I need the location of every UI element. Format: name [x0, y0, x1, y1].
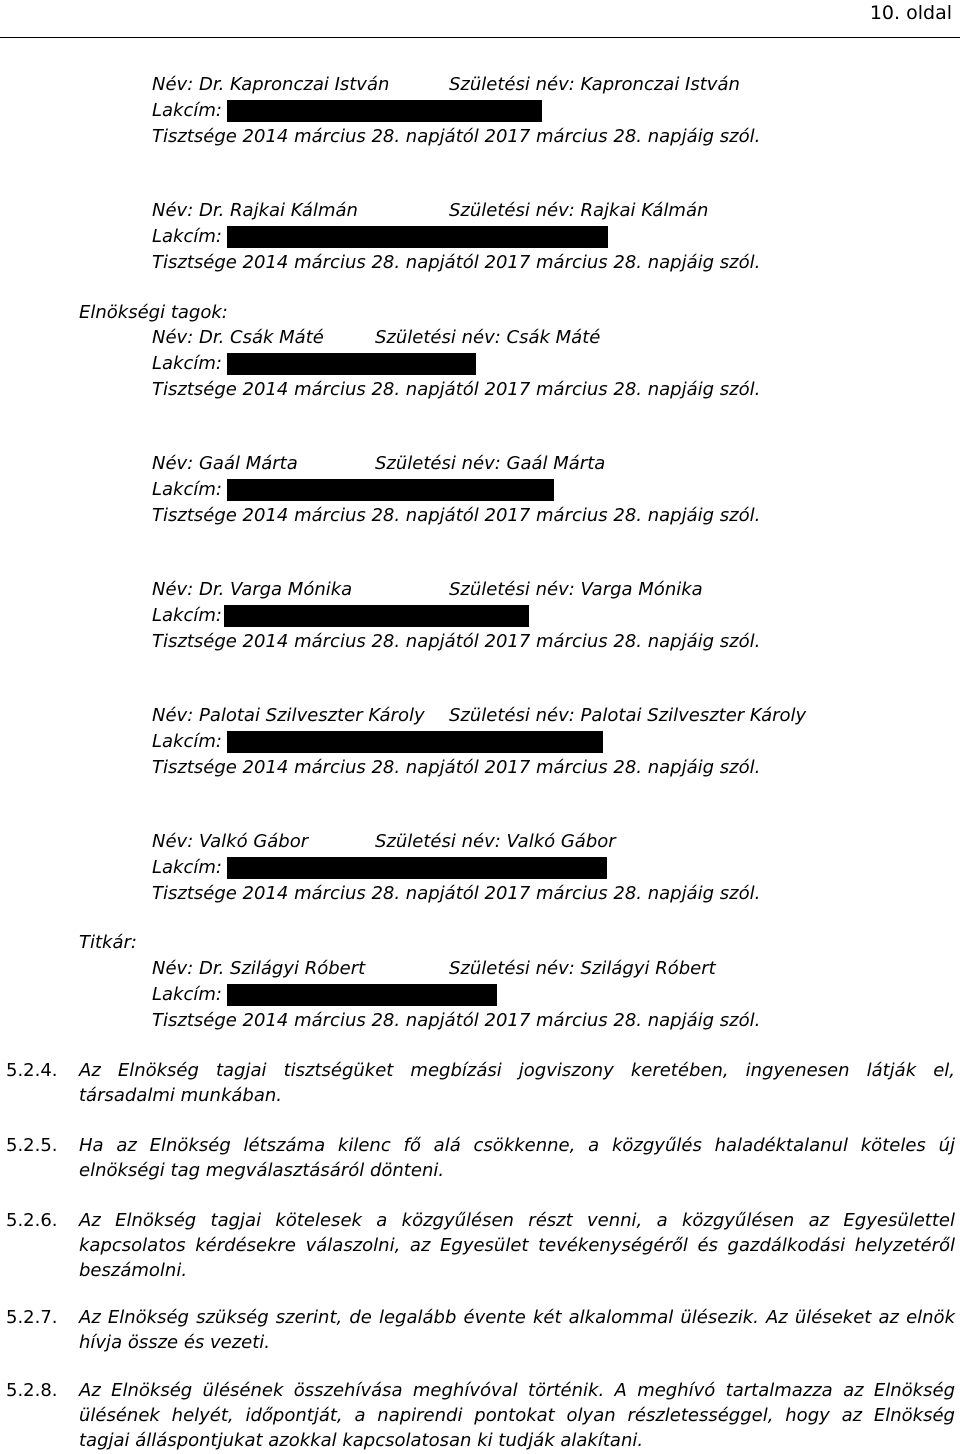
redacted-address [227, 226, 608, 248]
paragraph-line: ülésének helyét, időpontját, a napirendi pontokat olyan részletességgel, hogy az Elnökség [79, 1405, 955, 1426]
member-term: Tisztsége 2014 március 28. napjától 2017 március 28. napjáig szól. [152, 757, 761, 778]
paragraph-line: Az Elnökség tagjai kötelesek a közgyűlésen részt venni, a közgyűlésen az Egyesülettel [79, 1210, 955, 1231]
redacted-address [227, 100, 542, 122]
paragraph-line: hívja össze és vezeti. [79, 1332, 271, 1353]
redacted-address [227, 479, 554, 501]
redacted-address [227, 984, 497, 1006]
paragraph-line: beszámolni. [79, 1260, 188, 1281]
paragraph-number: 5.2.5. [6, 1135, 58, 1156]
member-address-label: Lakcím: [152, 984, 222, 1005]
member-address-label: Lakcím: [152, 226, 222, 247]
paragraph-line: elnökségi tag megválasztásáról dönteni. [79, 1160, 445, 1181]
redacted-address [224, 605, 529, 627]
member-birth-name: Születési név: Rajkai Kálmán [449, 200, 709, 221]
paragraph-line: Ha az Elnökség létszáma kilenc fő alá csökkenne, a közgyűlés haladéktalanul köteles új [79, 1135, 955, 1156]
member-term: Tisztsége 2014 március 28. napjától 2017 március 28. napjáig szól. [152, 126, 761, 147]
member-term: Tisztsége 2014 március 28. napjától 2017 március 28. napjáig szól. [152, 631, 761, 652]
paragraph-number: 5.2.8. [6, 1380, 58, 1401]
member-address-label: Lakcím: [152, 353, 222, 374]
member-term: Tisztsége 2014 március 28. napjától 2017 március 28. napjáig szól. [152, 252, 761, 273]
redacted-address [227, 731, 603, 753]
paragraph-number: 5.2.4. [6, 1060, 58, 1081]
member-name: Név: Palotai Szilveszter Károly [152, 705, 425, 726]
member-birth-name: Születési név: Kapronczai István [449, 74, 740, 95]
paragraph-line: Az Elnökség ülésének összehívása meghívóval történik. A meghívó tartalmazza az Elnökség [79, 1380, 955, 1401]
member-address-label: Lakcím: [152, 731, 222, 752]
redacted-address [227, 353, 476, 375]
member-address-label: Lakcím: [152, 479, 222, 500]
board-members-heading: Elnökségi tagok: [79, 302, 228, 323]
member-term: Tisztsége 2014 március 28. napjától 2017 március 28. napjáig szól. [152, 1010, 761, 1031]
member-name: Név: Gaál Márta [152, 453, 298, 474]
member-term: Tisztsége 2014 március 28. napjától 2017 március 28. napjáig szól. [152, 505, 761, 526]
member-address-label: Lakcím: [152, 100, 222, 121]
paragraph-line: Az Elnökség tagjai tisztségüket megbízási jogviszony keretében, ingyenesen látják el, [79, 1060, 955, 1081]
paragraph-line: tagjai álláspontjukat azokkal kapcsolatosan ki tudják alakítani. [79, 1430, 644, 1451]
member-birth-name: Születési név: Szilágyi Róbert [449, 958, 716, 979]
member-birth-name: Születési név: Gaál Márta [375, 453, 606, 474]
member-address-label: Lakcím: [152, 605, 222, 626]
member-address-label: Lakcím: [152, 857, 222, 878]
member-term: Tisztsége 2014 március 28. napjától 2017 március 28. napjáig szól. [152, 379, 761, 400]
page-number: 10. oldal [869, 2, 952, 24]
member-term: Tisztsége 2014 március 28. napjától 2017 március 28. napjáig szól. [152, 883, 761, 904]
member-name: Név: Dr. Rajkai Kálmán [152, 200, 358, 221]
member-birth-name: Születési név: Palotai Szilveszter Károly [449, 705, 807, 726]
member-name: Név: Dr. Kapronczai István [152, 74, 390, 95]
paragraph-line: Az Elnökség szükség szerint, de legalább évente két alkalommal ülésezik. Az üléseket az elnök [79, 1307, 955, 1328]
paragraph-line: társadalmi munkában. [79, 1085, 283, 1106]
paragraph-number: 5.2.7. [6, 1307, 58, 1328]
header-rule [0, 37, 960, 38]
member-birth-name: Születési név: Varga Mónika [449, 579, 703, 600]
member-name: Név: Dr. Csák Máté [152, 327, 324, 348]
member-birth-name: Születési név: Valkó Gábor [375, 831, 616, 852]
member-birth-name: Születési név: Csák Máté [375, 327, 601, 348]
member-name: Név: Dr. Varga Mónika [152, 579, 353, 600]
paragraph-line: kapcsolatos kérdésekre válaszolni, az Egyesület tevékenységéről és gazdálkodási helyzetéről [79, 1235, 955, 1256]
member-name: Név: Dr. Szilágyi Róbert [152, 958, 366, 979]
redacted-address [227, 857, 607, 879]
secretary-heading: Titkár: [79, 932, 137, 953]
member-name: Név: Valkó Gábor [152, 831, 309, 852]
paragraph-number: 5.2.6. [6, 1210, 58, 1231]
